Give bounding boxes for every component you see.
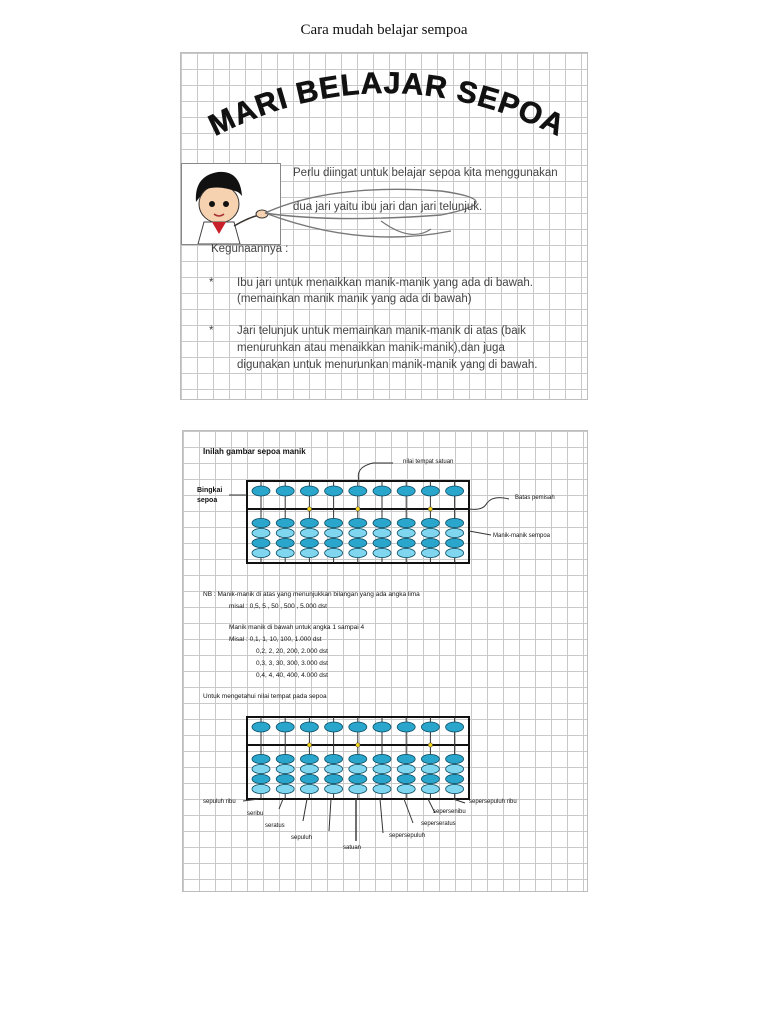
pointer-place-4 — [329, 799, 331, 831]
pv-satuan: satuan — [343, 845, 362, 851]
lower-bead — [446, 764, 464, 773]
intro-line-2: dua jari yaitu ibu jari dan jari telunjuk. — [293, 201, 483, 213]
nb-line-7: 0,4, 4, 40, 400, 4.000 dst — [256, 672, 328, 679]
pv-sepersepuluh: sepersepuluh — [389, 833, 426, 839]
upper-bead — [421, 722, 439, 732]
lower-bead — [349, 538, 367, 547]
lower-bead — [397, 518, 415, 527]
nb-line-3: Manik manik di bawah untuk angka 1 sampai 4 — [229, 624, 365, 631]
pv-seratus: seratus — [265, 823, 285, 829]
pv-sepuluh-ribu: sepuluh ribu — [203, 799, 236, 805]
upper-bead — [397, 722, 415, 732]
lower-bead — [300, 518, 318, 527]
lower-bead — [252, 754, 270, 763]
lower-bead — [325, 764, 343, 773]
pv-seperseratus: seperseratus — [421, 821, 456, 827]
label-bingkai-2: sepoa — [197, 497, 218, 504]
pointer-manik — [469, 531, 491, 535]
lower-bead — [252, 538, 270, 547]
upper-bead — [397, 486, 415, 496]
lower-bead — [325, 774, 343, 783]
divider-dot — [428, 743, 432, 747]
lower-bead — [421, 754, 439, 763]
label-bingkai-1: Bingkai — [197, 487, 223, 494]
lower-bead — [446, 784, 464, 793]
lower-bead — [252, 518, 270, 527]
lower-bead — [325, 528, 343, 537]
bullet-1-line-1: Ibu jari untuk menaikkan manik-manik yang ada di bawah. — [237, 277, 533, 289]
lower-bead — [349, 784, 367, 793]
lower-bead — [373, 774, 391, 783]
lower-bead — [421, 784, 439, 793]
pv-sepuluh: sepuluh — [291, 835, 313, 841]
lower-bead — [276, 774, 294, 783]
lower-bead — [397, 528, 415, 537]
bullet-2-mark: * — [209, 325, 214, 337]
abacus-diagram-panel — [182, 430, 588, 892]
lower-bead — [276, 528, 294, 537]
pointer-place-6 — [380, 799, 383, 833]
lower-bead — [252, 784, 270, 793]
lower-bead — [373, 784, 391, 793]
lower-bead — [373, 538, 391, 547]
lower-bead — [446, 528, 464, 537]
upper-bead — [349, 486, 367, 496]
banner-text: MARI BELAJAR SEPOA — [203, 66, 571, 143]
divider-dot — [428, 507, 432, 511]
bullet-2-line-3: digunakan untuk menurunkan manik-manik yang di bawah. — [237, 359, 538, 371]
nb-line-4: Misal : 0,1, 1, 10, 100, 1.000 dst — [229, 636, 322, 643]
label-batas-pemisah: Batas pemisah — [515, 495, 555, 501]
lower-bead — [252, 548, 270, 557]
lower-bead — [349, 518, 367, 527]
divider-dot — [356, 507, 360, 511]
bullet-2-line-1: Jari telunjuk untuk memainkan manik-manik di atas (baik — [237, 325, 526, 337]
lower-bead — [397, 754, 415, 763]
divider-dot — [307, 743, 311, 747]
lower-bead — [300, 528, 318, 537]
lower-bead — [276, 518, 294, 527]
lower-bead — [276, 754, 294, 763]
lower-bead — [397, 774, 415, 783]
lower-bead — [325, 518, 343, 527]
upper-bead — [252, 486, 270, 496]
divider-dot — [307, 507, 311, 511]
upper-bead — [300, 722, 318, 732]
bullet-2-line-2: menurunkan atau menaikkan manik-manik),dan juga — [237, 342, 505, 354]
bullet-1-line-2: (memainkan manik manik yang ada di bawah) — [237, 293, 472, 305]
lower-bead — [349, 764, 367, 773]
lower-bead — [421, 518, 439, 527]
place-value-title: Untuk mengetahui nilai tempat pada sepoa — [203, 693, 327, 700]
lower-bead — [349, 528, 367, 537]
lower-bead — [421, 528, 439, 537]
pointer-place-3 — [303, 799, 307, 821]
lower-bead — [421, 548, 439, 557]
poster-panel — [180, 52, 588, 400]
pv-sepersepuluh-ribu: sepersepuluh ribu — [469, 799, 517, 805]
lower-bead — [446, 538, 464, 547]
lower-bead — [300, 764, 318, 773]
label-nilai-satuan: nilai tempat satuan — [403, 459, 454, 465]
lower-bead — [252, 774, 270, 783]
uses-heading: Kegunaannya : — [211, 243, 289, 255]
lower-bead — [325, 784, 343, 793]
abacus-1 — [183, 431, 587, 581]
lower-bead — [446, 754, 464, 763]
upper-bead — [421, 486, 439, 496]
lower-bead — [421, 764, 439, 773]
label-manik-sempoa: Manik-manik sempoa — [493, 533, 551, 539]
lower-bead — [349, 774, 367, 783]
diagram-title: Inilah gambar sepoa manik — [203, 447, 306, 456]
lower-bead — [421, 538, 439, 547]
upper-bead — [325, 486, 343, 496]
upper-bead — [446, 722, 464, 732]
bullet-1-mark: * — [209, 277, 214, 289]
pointer-place-2 — [279, 799, 283, 809]
lower-bead — [397, 764, 415, 773]
lower-bead — [325, 754, 343, 763]
upper-bead — [276, 486, 294, 496]
upper-bead — [446, 486, 464, 496]
lower-bead — [373, 754, 391, 763]
lower-bead — [349, 754, 367, 763]
lower-bead — [397, 538, 415, 547]
pv-seribu: seribu — [247, 811, 264, 817]
lower-bead — [373, 528, 391, 537]
lower-bead — [373, 548, 391, 557]
upper-bead — [325, 722, 343, 732]
lower-bead — [276, 548, 294, 557]
lower-bead — [300, 548, 318, 557]
upper-bead — [276, 722, 294, 732]
lower-bead — [373, 764, 391, 773]
document-title: Cara mudah belajar sempoa — [300, 22, 468, 38]
lower-bead — [300, 538, 318, 547]
lower-bead — [252, 764, 270, 773]
pointer-place-7 — [404, 799, 413, 823]
lower-bead — [397, 548, 415, 557]
lower-bead — [446, 518, 464, 527]
upper-bead — [349, 722, 367, 732]
lower-bead — [421, 774, 439, 783]
lower-bead — [325, 538, 343, 547]
upper-bead — [373, 722, 391, 732]
nb-line-2: misal : 0,5, 5 , 50 , 500 , 5.000 dst — [229, 603, 327, 610]
lower-bead — [349, 548, 367, 557]
lower-bead — [300, 754, 318, 763]
pointer-satuan — [358, 463, 393, 481]
lower-bead — [446, 548, 464, 557]
upper-bead — [300, 486, 318, 496]
pv-sepersenibu: sepersenibu — [433, 809, 466, 815]
upper-bead — [373, 486, 391, 496]
lower-bead — [276, 764, 294, 773]
abacus-2 — [183, 701, 587, 892]
lower-bead — [252, 528, 270, 537]
upper-bead — [252, 722, 270, 732]
lower-bead — [325, 548, 343, 557]
pointer-batas — [469, 498, 509, 510]
lower-bead — [373, 518, 391, 527]
lower-bead — [446, 774, 464, 783]
intro-line-1: Perlu diingat untuk belajar sepoa kita menggunakan — [293, 167, 558, 179]
nb-line-1: NB : Manik-manik di atas yang menunjukkan bilangan yang ada angka lima — [203, 591, 420, 598]
lower-bead — [276, 538, 294, 547]
nb-line-5: 0,2, 2, 20, 200, 2.000 dst — [256, 648, 328, 655]
lower-bead — [397, 784, 415, 793]
lower-bead — [300, 784, 318, 793]
divider-dot — [356, 743, 360, 747]
lower-bead — [276, 784, 294, 793]
nb-line-6: 0,3, 3, 30, 300, 3.000 dst — [256, 660, 328, 667]
lower-bead — [300, 774, 318, 783]
